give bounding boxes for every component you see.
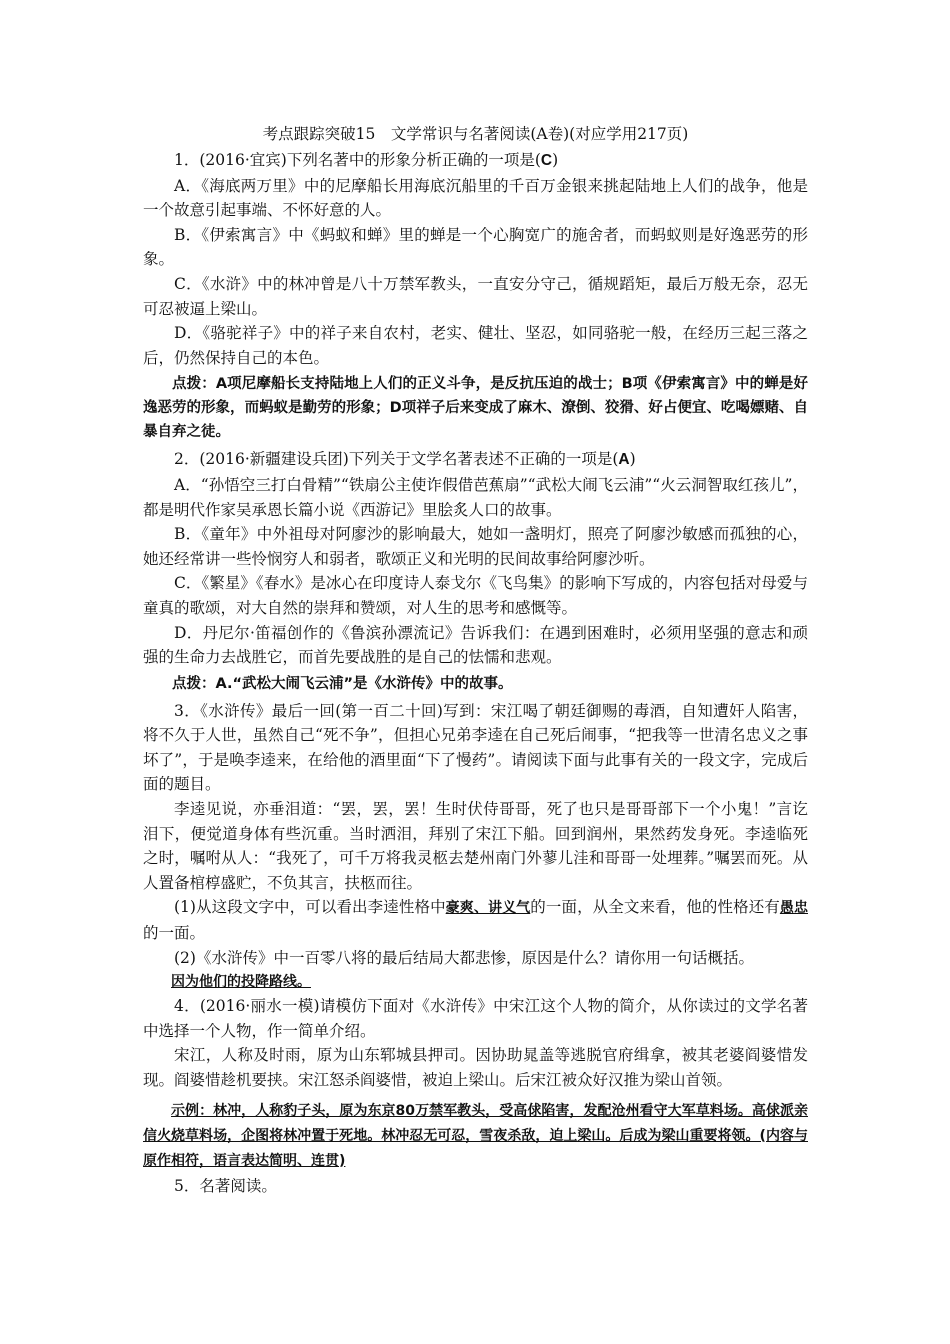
question-1-stem: 1．(2016·宜宾)下列名著中的形象分析正确的一项是(C) — [174, 151, 559, 169]
question-1-answer: C — [540, 152, 553, 169]
question-3-sub-2: (2)《水浒传》中一百零八将的最后结局大都悲惨，原因是什么？请你用一句话概括。 — [174, 948, 754, 967]
question-4-model: 宋江，人称及时雨，原为山东郓城县押司。因协助晁盖等逃脱官府缉拿，被其老婆阎婆惜发现。阎婆惜趁机要挟。宋江怒杀阎婆惜，被迫上梁山。后宋江被众好汉推为梁山首领。 — [143, 1046, 808, 1089]
question-1-option-d: D．《骆驼祥子》中的祥子来自农村，老实、健壮、坚忍，如同骆驼一般，在经历三起三落之后，仍然保持自己的本色。 — [143, 324, 808, 367]
question-2-answer: A — [618, 451, 630, 469]
question-4-stem: 4．(2016·丽水一模)请模仿下面对《水浒传》中宋江这个人物的简介，从你读过的文学名著中选择一个人物，作一简单介绍。 — [143, 997, 808, 1040]
question-5-stem: 5．名著阅读。 — [174, 1176, 277, 1195]
question-1-option-c: C．《水浒》中的林冲曾是八十万禁军教头，一直安分守己，循规蹈矩，最后万般无奈，忍无可忍被逼上梁山。 — [143, 274, 808, 318]
question-1-note: 点拨：A项尼摩船长支持陆地上人们的正义斗争，是反抗压迫的战士；B项《伊索寓言》中的蝉是好逸恶劳的形象，而蚂蚁是勤劳的形象；D项祥子后来变成了麻木、潦倒、狡猾、好占便宜、吃喝嫖赌、自暴自弃之徒。 — [143, 376, 808, 441]
question-3-sub-1-answer-2: 愚忠 — [779, 900, 808, 917]
question-1-option-a: A．《海底两万里》中的尼摩船长用海底沉船里的千百万金银来挑起陆地上人们的战争，他是一个故意引起事端、不怀好意的人。 — [143, 176, 808, 220]
page-title: 考点跟踪突破15 文学常识与名著阅读(A卷)(对应学用217页) — [262, 125, 689, 143]
question-1-option-b: B．《伊索寓言》中《蚂蚁和蝉》里的蝉是一个心胸宽广的施舍者，而蚂蚁则是好逸恶劳的形象。 — [143, 225, 808, 269]
question-2-note: 点拨：A.“武松大闹飞云浦”是《水浒传》中的故事。 — [172, 675, 513, 692]
question-2-option-b: B．《童年》中外祖母对阿廖沙的影响最大，她如一盏明灯，照亮了阿廖沙敏感而孤独的心，她还经常讲一些怜悯穷人和弱者，歌颂正义和光明的民间故事给阿廖沙听。 — [143, 525, 808, 568]
question-2-option-a: A．“孙悟空三打白骨精”“铁扇公主使诈假借芭蕉扇”“武松大闹飞云浦”“火云洞智取红孩儿”，都是明代作家吴承恩长篇小说《西游记》里脍炙人口的故事。 — [143, 475, 808, 519]
question-2-option-d: D．丹尼尔·笛福创作的《鲁滨孙漂流记》告诉我们：在遇到困难时，必须用坚强的意志和顽强的生命力去战胜它，而首先要战胜的是自己的怯懦和悲观。 — [143, 623, 808, 667]
document-page — [143, 122, 808, 1198]
question-3-sub-2-answer: 因为他们的投降路线。 — [171, 974, 311, 991]
question-2-stem: 2．(2016·新疆建设兵团)下列关于文学名著表述不正确的一项是(A) — [174, 450, 636, 469]
question-3-passage: 李逵见说，亦垂泪道：“罢，罢，罢！生时伏侍哥哥，死了也只是哥哥部下一个小鬼！”言讫泪下，便觉道身体有些沉重。当时洒泪，拜别了宋江下船。回到润州，果然药发身死。李逵临死之时，嘱咐从人：“我死了，可千万将我灵柩去楚州南门外蓼儿洼和哥哥一处埋葬。”嘱罢而死。从人置备棺椁盛贮，不负其言，扶柩而往。 — [143, 800, 808, 892]
question-2-option-c: C．《繁星》《春水》是冰心在印度诗人泰戈尔《飞鸟集》的影响下写成的，内容包括对母爱与童真的歌颂，对大自然的崇拜和赞颂，对人生的思考和感慨等。 — [143, 574, 808, 617]
question-3-sub-1-answer-1: 豪爽、讲义气 — [445, 900, 531, 917]
question-3-sub-1: (1)从这段文字中，可以看出李逵性格中豪爽、讲义气的一面，从全文来看，他的性格还有愚忠的一面。 — [143, 898, 808, 943]
question-4-example-answer: 示例：林冲，人称豹子头，原为东京80万禁军教头，受高俅陷害，发配沧州看守大军草料场。高俅派亲信火烧草料场，企图将林冲置于死地。林冲忍无可忍，雪夜杀敌，迫上梁山。后成为梁山重要将领。(内容与原作相符，语言表达简明、连贯) — [143, 1102, 808, 1169]
question-3-stem: 3．《水浒传》最后一回(第一百二十回)写到：宋江喝了朝廷御赐的毒酒，自知遭奸人陷害，将不久于人世，虽然自己“死不争”，但担心兄弟李逵在自己死后闹事，“把我等一世清名忠义之事坏了”，于是唤李逵来，在给他的酒里面“下了慢药”。请阅读下面与此事有关的一段文字，完成后面的题目。 — [143, 701, 808, 794]
